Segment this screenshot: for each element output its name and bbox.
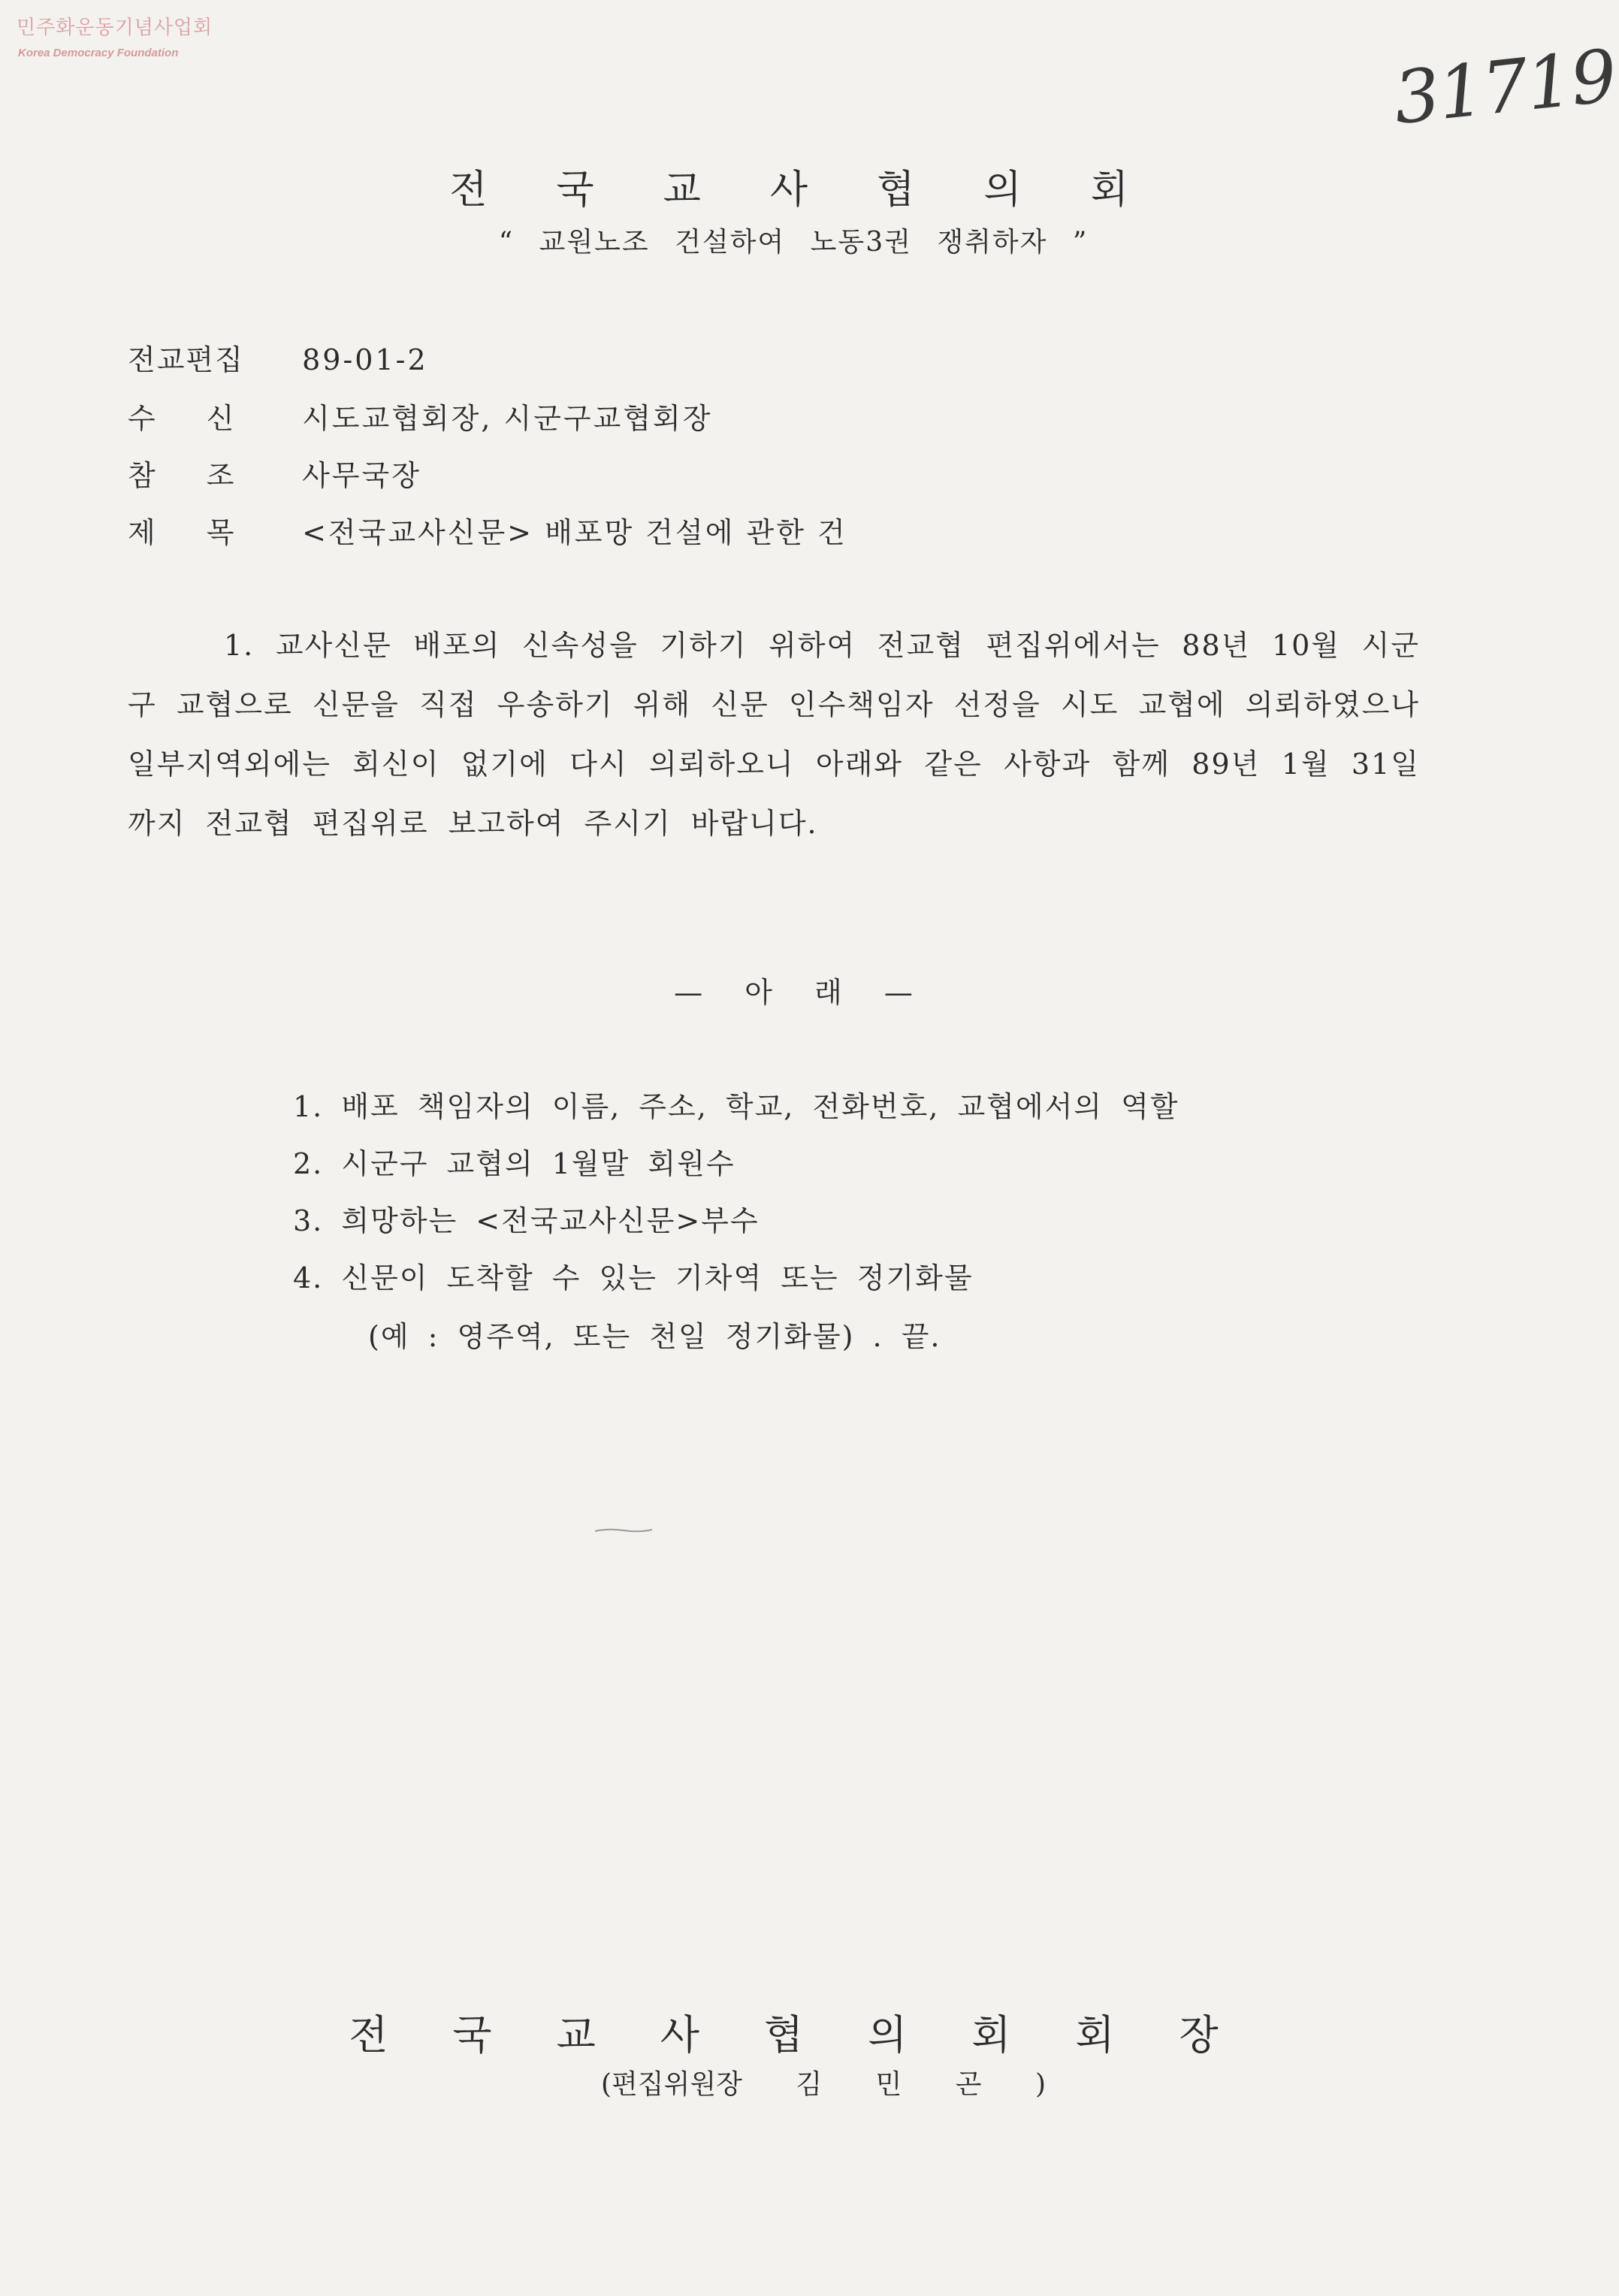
list-item-note: (예 : 영주역, 또는 천일 정기화물) . 끝. <box>368 1320 941 1353</box>
handwritten-archive-number: 31719 <box>1389 33 1619 141</box>
signature-title: 전국교사협의회회장 <box>349 2011 1283 2059</box>
document-number-row <box>128 337 428 378</box>
organization-title: 전국교사협의회 <box>449 168 1198 213</box>
reference-row <box>128 452 421 494</box>
section-heading: — 아 래 — <box>674 976 913 1009</box>
reference: 사무국장 <box>302 459 421 492</box>
reference-label: 참 조 <box>128 459 255 492</box>
list-item: 2. 시군구 교협의 1월말 회원수 <box>293 1147 735 1180</box>
paper-scuff-mark <box>594 1527 654 1534</box>
slogan: “ 교원노조 건설하여 노동3권 쟁취하자 ” <box>498 227 1089 258</box>
body-paragraph: 1. 교사신문 배포의 신속성을 기하기 위하여 전교협 편집위에서는 88년 10월 시군구 교협으로 신문을 직접 우송하기 위해 신문 인수책임자 선정을 시도 교협에 의뢰하였으나 일부지역외에는 회신이 없기에 다시 의뢰하오니 아래와 같은 사항과 함께 89년 1월 31일 까지 전교협 편집위로 보고하여 주시기 바랍니다. <box>128 629 1420 840</box>
subject-row <box>128 509 847 551</box>
subject-label: 제 목 <box>128 516 255 549</box>
recipient-row <box>128 395 712 437</box>
document-number-label: 전교편집 <box>128 343 244 376</box>
document-number: 89-01-2 <box>302 343 428 376</box>
list-item: 1. 배포 책임자의 이름, 주소, 학교, 전화번호, 교협에서의 역할 <box>293 1090 1180 1123</box>
recipient: 시도교협회장, 시군구교협회장 <box>302 402 713 435</box>
watermark-logo-english: Korea Democracy Foundation <box>18 47 179 59</box>
watermark-logo-korean: 민주화운동기념사업회 <box>17 17 213 39</box>
list-item: 3. 희망하는 <전국교사신문>부수 <box>293 1204 760 1237</box>
recipient-label: 수 신 <box>128 402 255 435</box>
list-item: 4. 신문이 도착할 수 있는 기차역 또는 정기화물 <box>293 1261 974 1295</box>
signature-subtitle: (편집위원장 김 민 곤 ) <box>600 2069 1047 2100</box>
subject: <전국교사신문> 배포망 건설에 관한 건 <box>302 516 847 549</box>
